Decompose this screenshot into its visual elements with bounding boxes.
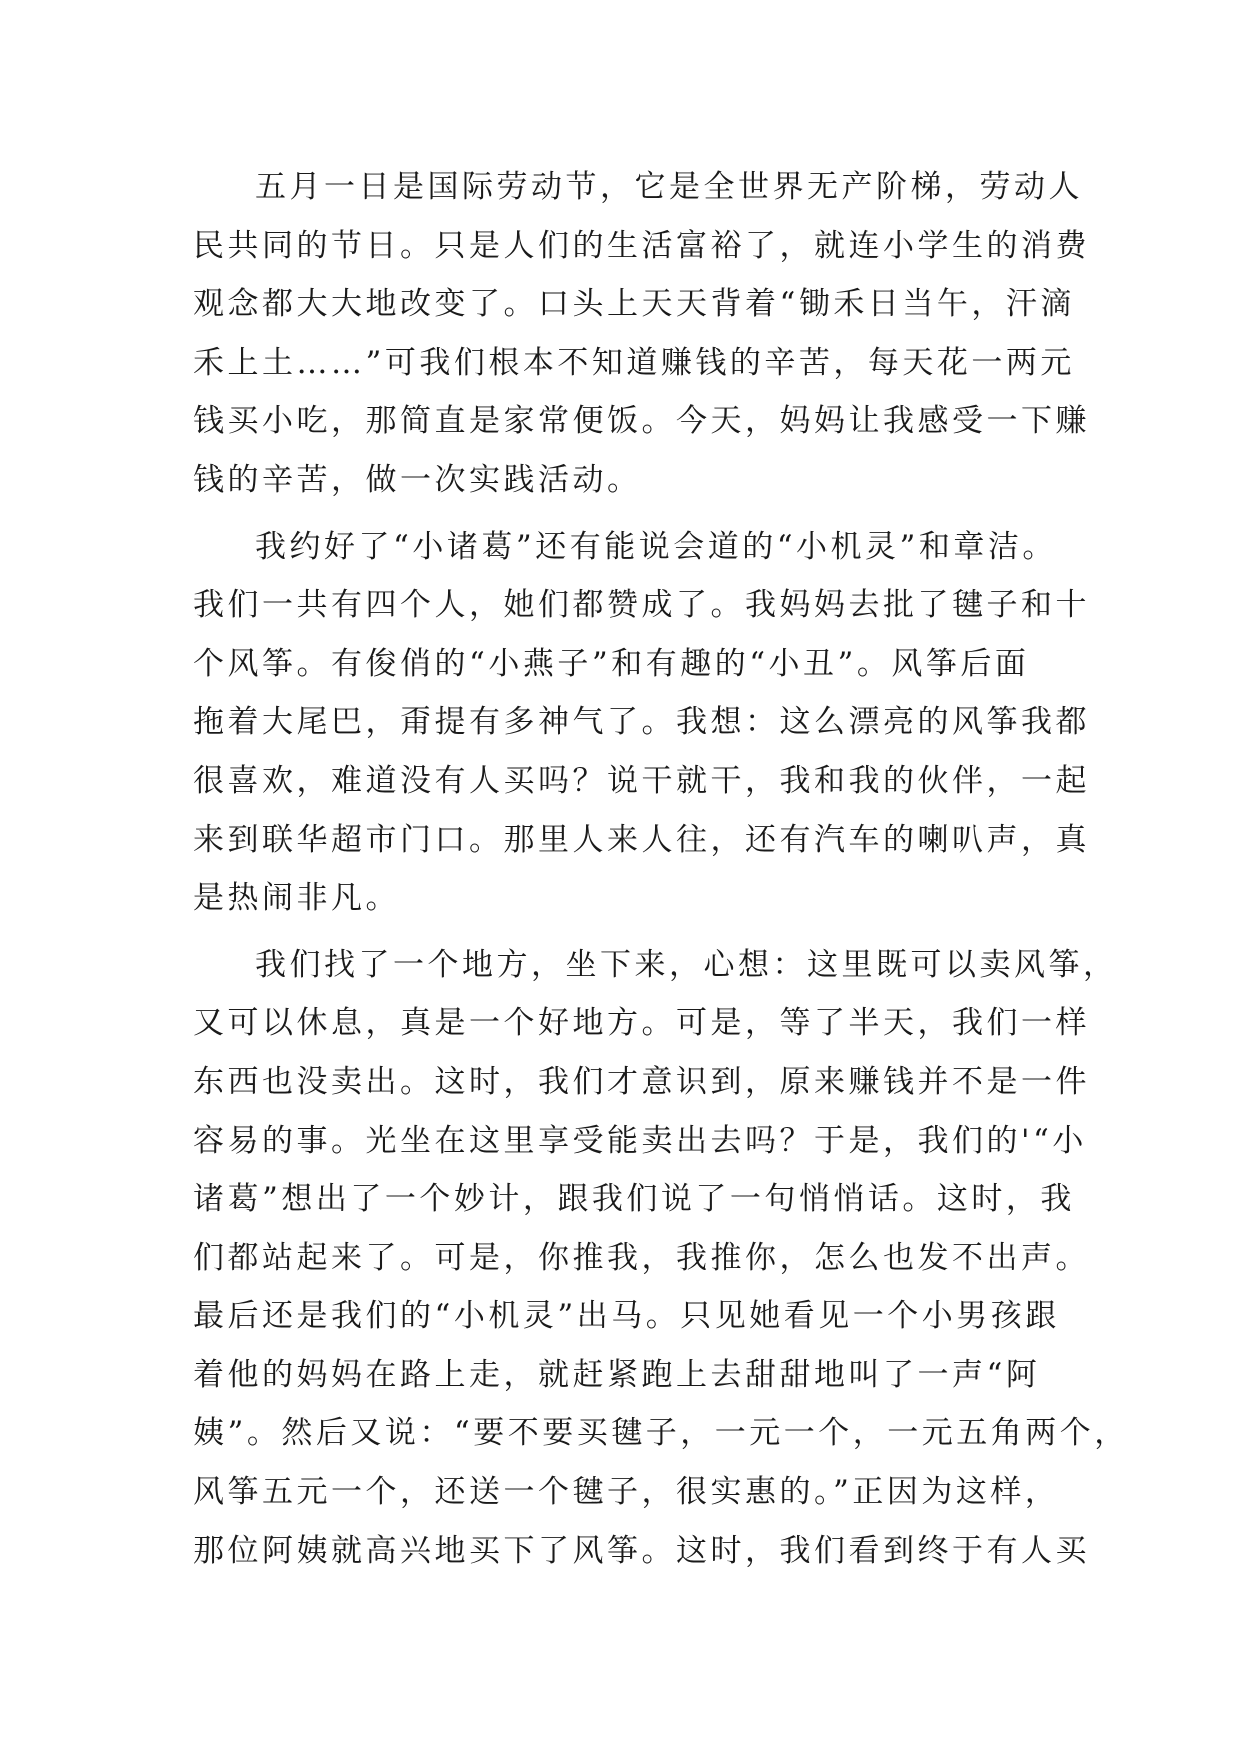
text-line: 东西也没卖出。这时，我们才意识到，原来赚钱并不是一件 xyxy=(193,1063,1090,1100)
text-line: 观念都大大地改变了。口头上天天背着“锄禾日当午，汗滴 xyxy=(193,286,1075,323)
paragraph-gap xyxy=(193,928,1073,936)
text-line: 那位阿姨就高兴地买下了风筝。这时，我们看到终于有人买 xyxy=(193,1532,1090,1569)
text-line: 诸葛”想出了一个妙计，跟我们说了一句悄悄话。这时，我 xyxy=(193,1181,1075,1218)
paragraph-3 xyxy=(193,936,1129,1581)
text-line: 五月一日是国际劳动节，它是全世界无产阶梯，劳动人 xyxy=(255,169,1083,205)
text-line: 姨”。然后又说：“要不要买毽子，一元一个，一元五角两个， xyxy=(193,1415,1129,1452)
text-line: 容易的事。光坐在这里享受能卖出去吗？于是，我们的'“小 xyxy=(193,1122,1087,1159)
text-line: 钱的辛苦，做一次实践活动。 xyxy=(193,461,642,498)
text-line: 风筝五元一个，还送一个毽子，很实惠的。”正因为这样， xyxy=(193,1474,1060,1511)
text-line: 来到联华超市门口。那里人来人往，还有汽车的喇叭声，真 xyxy=(193,821,1090,858)
text-line: 很喜欢，难道没有人买吗？说干就干，我和我的伙伴，一起 xyxy=(193,762,1090,799)
text-line: 最后还是我们的“小机灵”出马。只见她看见一个小男孩跟 xyxy=(193,1298,1060,1335)
text-line: 我约好了“小诸葛”还有能说会道的“小机灵”和章洁。 xyxy=(255,528,1057,565)
paragraph-2 xyxy=(193,518,1090,928)
text-line: 拖着大尾巴，甭提有多神气了。我想：这么漂亮的风筝我都 xyxy=(193,704,1090,741)
text-line: 是热闹非凡。 xyxy=(193,880,400,917)
text-line: 我们一共有四个人，她们都赞成了。我妈妈去批了毽子和十 xyxy=(193,587,1090,624)
text-line: 又可以休息，真是一个好地方。可是，等了半天，我们一样 xyxy=(193,1005,1090,1042)
text-line: 们都站起来了。可是，你推我，我推你，怎么也发不出声。 xyxy=(193,1239,1090,1276)
paragraph-1 xyxy=(193,158,1090,510)
text-line: 个风筝。有俊俏的“小燕子”和有趣的“小丑”。风筝后面 xyxy=(193,645,1030,682)
text-line: 我们找了一个地方，坐下来，心想：这里既可以卖风筝， xyxy=(255,946,1118,983)
essay-body xyxy=(193,158,1129,1580)
text-line: 民共同的节日。只是人们的生活富裕了，就连小学生的消费 xyxy=(193,227,1090,264)
text-line: 钱买小吃，那简直是家常便饭。今天，妈妈让我感受一下赚 xyxy=(193,403,1090,440)
text-line: 着他的妈妈在路上走，就赶紧跑上去甜甜地叫了一声“阿 xyxy=(193,1356,1041,1393)
text-line: 禾上土……”可我们根本不知道赚钱的辛苦，每天花一两元 xyxy=(193,344,1075,381)
paragraph-gap xyxy=(193,510,1073,518)
